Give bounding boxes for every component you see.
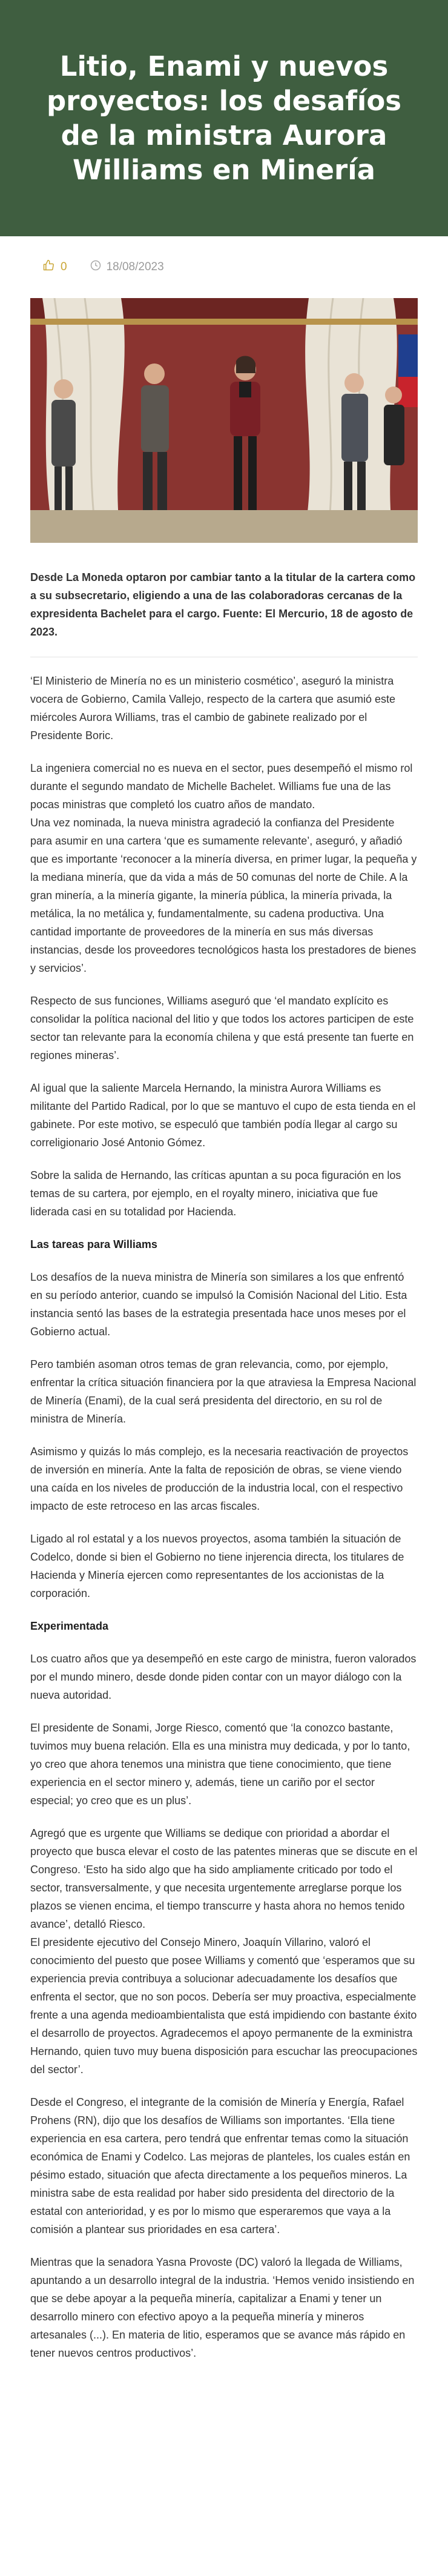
article-photo [30, 298, 418, 543]
article-meta [0, 236, 448, 298]
article-title: Litio, Enami y nuevos proyectos: los desafíos de la ministra Aurora Williams en Minería [46, 50, 402, 186]
paragraph: ‘El Ministerio de Minería no es un ministerio cosmético’, aseguró la ministra vocera de Gobierno, Camila Vallejo, respecto de la cartera que asumió este miércoles Aurora Williams, tras el cambio de gabinete realizado por el Presidente Boric. [30, 675, 395, 742]
article-hero [0, 0, 448, 236]
date-text: 18/08/2023 [106, 261, 164, 273]
paragraph: Respecto de sus funciones, Williams aseguró que ‘el mandato explícito es consolidar la política nacional del litio y que todos los actores participen de este sector tan relevante para la economía chilena y que está presente tan fuerte en regiones mineras’. [30, 995, 414, 1061]
paragraph: Desde el Congreso, el integrante de la comisión de Minería y Energía, Rafael Prohens (RN), dijo que los desafíos de Williams son importantes. ‘Ella tiene experiencia en esa cartera, pero tendrá que enfrentar temas como la situación económica de Enami y Codelco. Las mejoras de planteles, los cuales están en pésimo estado, situación que afecta directamente a los pequeños mineros. La ministra sabe de esta realidad por haber sido presidenta del directorio de la estatal con anterioridad, y es por lo mismo que esperaremos que vaya a la comisión a plantear sus prioridades en esa cartera’. [30, 2096, 410, 2236]
like-count: 0 [61, 261, 67, 273]
paragraph: La ingeniera comercial no es nueva en el sector, pues desempeñó el mismo rol durante el segundo mandato de Michelle Bachelet. Williams fue una de las pocas ministras que completó los cuatro años de mandato. [30, 762, 413, 811]
paragraph: Pero también asoman otros temas de gran relevancia, como, por ejemplo, enfrentar la crítica situación financiera por la que atraviesa la Empresa Nacional de Minería (Enami), de la cual será presidenta del directorio, en su rol de ministra de Minería. [30, 1358, 417, 1425]
paragraph: Mientras que la senadora Yasna Provoste (DC) valoró la llegada de Williams, apuntando a un desarrollo integral de la industria. ‘Hemos venido insistiendo en que se debe apoyar a la pequeña minería, capitalizar a Enami y tener un desarrollo minero con efectivo apoyo a la pequeña minería y mineros artesanales (...). En materia de litio, esperamos que se avance más rápido en tener nuevos centros productivos’. [30, 2256, 415, 2359]
paragraph: Agregó que es urgente que Williams se dedique con prioridad a abordar el proyecto que busca elevar el costo de las patentes mineras que se discute en el Congreso. ‘Esto ha sido algo que ha sido ampliamente criticado por todo el sector, transversalmente, y que necesita urgentemente arreglarse porque los plazos se vienen encima, el tiempo transcurre y hasta ahora no hemos tenido avance’, detalló Riesco. [30, 1827, 418, 1930]
paragraph: Los cuatro años que ya desempeñó en este cargo de ministra, fueron valorados por el mundo minero, desde donde piden contar con un mayor diálogo con la nueva autoridad. [30, 1653, 417, 1701]
article-lead: Desde La Moneda optaron por cambiar tanto a la titular de la cartera como a su subsecretario, eligiendo a una de las colaboradoras cercanas de la expresidenta Bachelet para el cargo. Fuente: El Mercurio, 18 de agosto de 2023. [30, 568, 418, 657]
paragraph: Sobre la salida de Hernando, las críticas apuntan a su poca figuración en los temas de su cartera, por ejemplo, en el royalty minero, iniciativa que fue liderada casi en su totalidad por Hacienda. [30, 1169, 401, 1218]
paragraph: El presidente de Sonami, Jorge Riesco, comentó que ‘la conozco bastante, tuvimos muy buena relación. Ella es una ministra muy dedicada, y por lo tanto, yo creo que ahora tenemos una ministra que tiene conocimiento, que tiene experiencia en el sector minero y, además, tiene un cariño por el sector especial; yo creo que es un plus’. [30, 1722, 410, 1807]
section-heading: Experimentada [30, 1620, 109, 1632]
section-heading: Las tareas para Williams [30, 1238, 157, 1250]
paragraph: El presidente ejecutivo del Consejo Minero, Joaquín Villarino, valoró el conocimiento del puesto que posee Williams y comentó que ‘esperamos que su experiencia previa contribuya a solucionar adecuadamente los desafíos que enfrenta el sector, que no son pocos. Debería ser muy proactiva, especialmente frente a una agenda medioambientalista que está impidiendo con bastante éxito el desarrollo de proyectos. Agradecemos el apoyo permanente de la exministra Hernando, quien tuvo muy buena disposición para escuchar las preocupaciones del sector’. [30, 1936, 418, 2076]
article-body [30, 543, 418, 2362]
article-date [90, 260, 164, 274]
paragraph: Asimismo y quizás lo más complejo, es la necesaria reactivación de proyectos de inversión en minería. Ante la falta de reposición de obras, se viene viendo una caída en los niveles de producción de la industria local, con el respectivo impacto de este retroceso en las arcas fiscales. [30, 1446, 409, 1512]
like-button[interactable] [42, 259, 67, 275]
paragraph: Los desafíos de la nueva ministra de Minería son similares a los que enfrentó en su período anterior, cuando se impulsó la Comisión Nacional del Litio. Esta instancia sentó las bases de la estrategia presentada hace unos meses por el Gobierno actual. [30, 1271, 407, 1338]
thumbs-up-icon [42, 259, 54, 275]
paragraph: Ligado al rol estatal y a los nuevos proyectos, asoma también la situación de Codelco, donde si bien el Gobierno no tiene injerencia directa, los titulares de Hacienda y Minería ejercen como representantes de los accionistas de la corporación. [30, 1533, 404, 1599]
paragraph: Una vez nominada, la nueva ministra agradeció la confianza del Presidente para asumir en una cartera ‘que es sumamente relevante’, aseguró, y añadió que es importante ‘reconocer a la minería diversa, en primer lugar, la pequeña y la mediana minería, que da vida a más de 50 comunas del norte de Chile. A la gran minería, a la minería gigante, la minería pública, la minería privada, la metálica, la no metálica y, fundamentalmente, su cadena productiva. Una cantidad importante de proveedores de la minería en sus más diversas instancias, desde los proveedores tecnológicos hasta los prestadores de bienes y servicios’. [30, 817, 417, 974]
clock-icon [90, 260, 101, 274]
paragraph: Al igual que la saliente Marcela Hernando, la ministra Aurora Williams es militante del Partido Radical, por lo que se mantuvo el cupo de esta tienda en el gabinete. Por este motivo, se especuló que también podía llegar al cargo su correligionario José Antonio Gómez. [30, 1082, 416, 1149]
